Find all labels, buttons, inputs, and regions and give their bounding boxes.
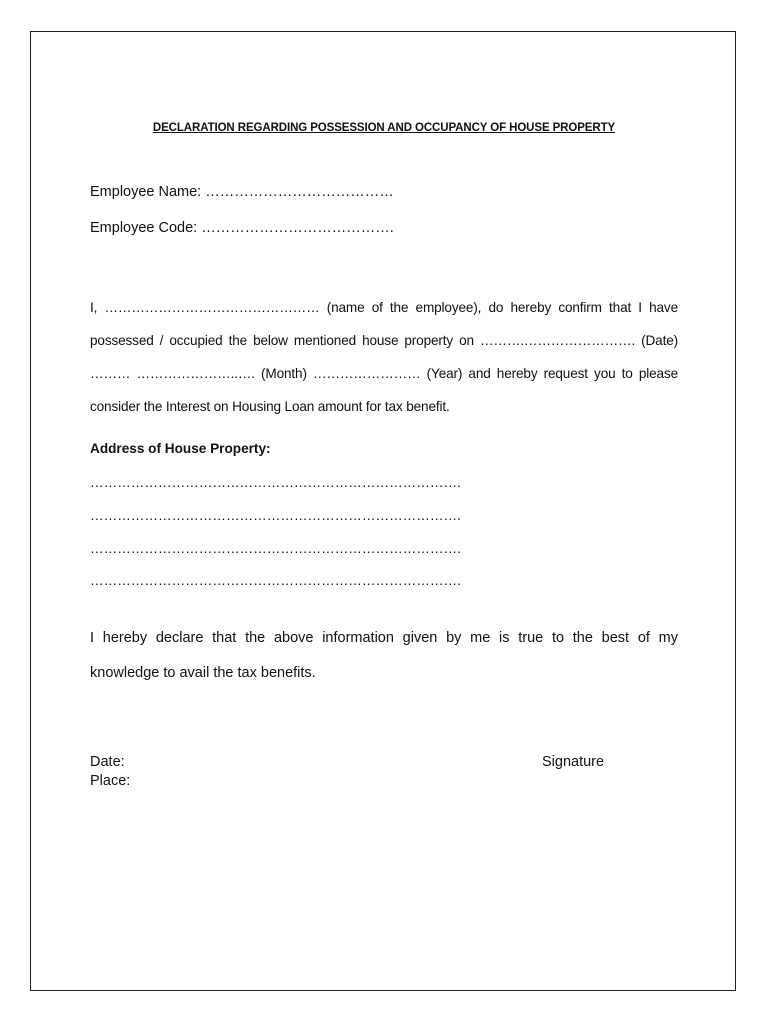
signature-label: Signature — [542, 754, 605, 770]
declaration-line-1: I hereby declare that the above information given by me is true to the best of my — [90, 630, 678, 646]
confirmation-line-3: ……… …………………..…. (Month) …………………… (Year) and hereby request you to please — [90, 366, 678, 381]
place-label: Place: — [90, 773, 131, 789]
date-label: Date: — [90, 754, 125, 770]
address-line-3: ………………………………………………………………………. — [90, 541, 461, 556]
employee-name-field: Employee Name: ………………………………… — [90, 184, 394, 200]
address-heading: Address of House Property: — [90, 441, 271, 456]
address-line-4: ………………………………………………………………………. — [90, 573, 461, 588]
confirmation-line-4: consider the Interest on Housing Loan amount for tax benefit. — [90, 399, 450, 414]
address-line-2: ………………………………………………………………………. — [90, 508, 461, 523]
address-line-1: ………………………………………………………………………. — [90, 475, 461, 490]
confirmation-line-2: possessed / occupied the below mentioned house property on ……….……………………. (Date) — [90, 333, 678, 348]
employee-code-field: Employee Code: …………………………………. — [90, 220, 394, 236]
document-title: DECLARATION REGARDING POSSESSION AND OCCUPANCY OF HOUSE PROPERTY — [152, 122, 616, 134]
declaration-line-2: knowledge to avail the tax benefits. — [90, 665, 316, 681]
confirmation-line-1: I, ………………………………………… (name of the employee), do hereby confirm that I have — [90, 300, 678, 315]
